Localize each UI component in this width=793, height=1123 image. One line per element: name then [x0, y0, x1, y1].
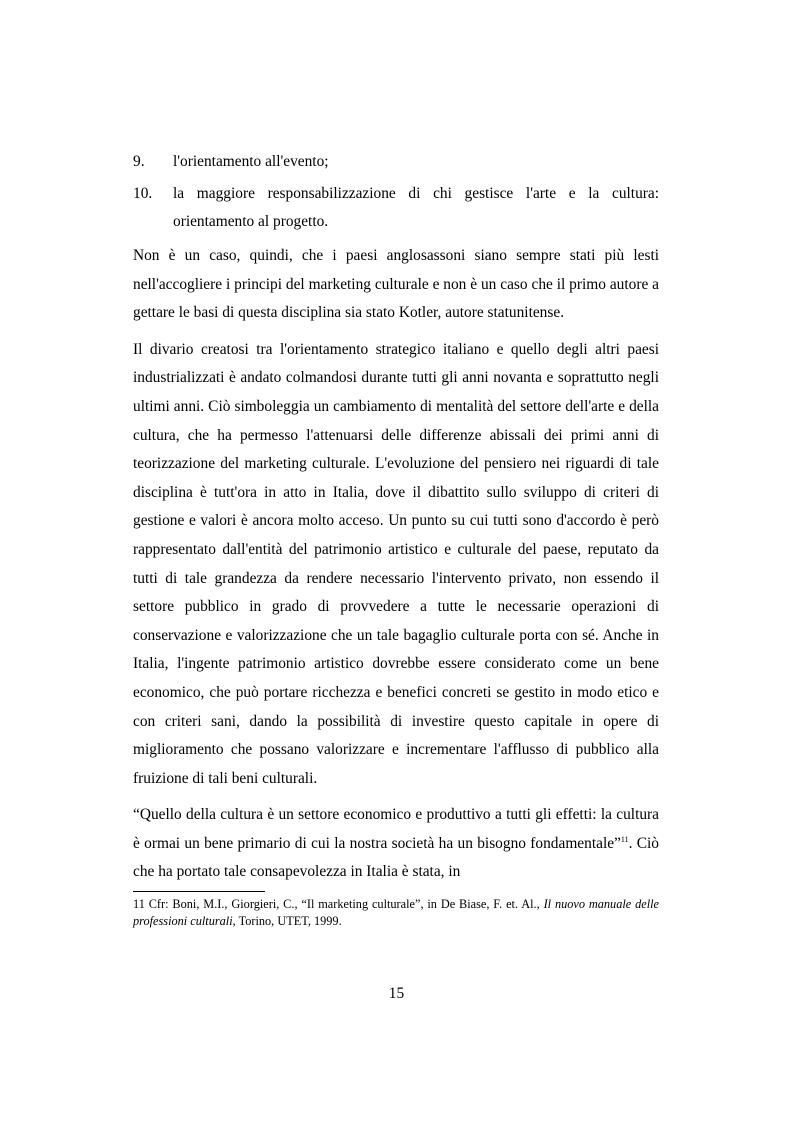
quote-continuation: . Ciò che ha portato tale consapevolezza in Italia è stata, in [133, 834, 660, 881]
list-item-text: l'orientamento all'evento; [173, 153, 329, 170]
footnote-divider [133, 891, 265, 892]
list-item [133, 180, 659, 236]
list-item-number: 9. [133, 153, 145, 170]
quote-paragraph [133, 801, 659, 887]
paragraph: Non è un caso, quindi, che i paesi anglosassoni siano sempre stati più lesti nell'accogliere i principi del marketing culturale e non è un caso che il primo autore a gettare le basi di questa disciplina sia stato Kotler, autore statunitense. [133, 247, 659, 322]
quote-text: “Quello della cultura è un settore economico e produttivo a tutti gli effetti: la cultura è ormai un bene primario di cui la nostra società ha un bisogno fondamentale” [133, 806, 659, 852]
list-item [133, 148, 659, 176]
footnote [133, 896, 659, 930]
list-item-text: la maggiore responsabilizzazione di chi gestisce l'arte e la cultura: orientamento al progetto. [173, 185, 659, 230]
list-item-number: 10. [133, 185, 153, 202]
footnote-text: Cfr: Boni, M.I., Giorgieri, C., “Il marketing culturale”, in De Biase, F. et. Al., [148, 897, 544, 911]
page-number: 15 [388, 985, 405, 1002]
footnote-publication: , Torino, UTET, 1999. [232, 914, 342, 928]
footnote-number: 11 [133, 897, 145, 911]
paragraph: Il divario creatosi tra l'orientamento strategico italiano e quello degli altri paesi industrializzati è andato colmandosi durante tutti gli anni novanta e soprattutto negli ultimi anni. Ciò simboleggia un cambiamento di mentalità del settore dell'arte e della cultura, che ha permesso l'attenuarsi delle differenze abissali dei primi anni di teorizzazione del marketing culturale. L'evoluzione del pensiero nei riguardi di tale disciplina è tutt'ora in atto in Italia, dove il dibattito sullo sviluppo di criteri di gestione e valori è ancora molto acceso. Un punto su cui tutti sono d'accordo è però rappresentato dall'entità del patrimonio artistico e culturale del paese, reputato da tutti di tale grandezza da rendere necessario l'intervento privato, non essendo il settore pubblico in grado di provvedere a tutte le necessarie operazioni di conservazione e valorizzazione che un tale bagaglio culturale porta con sé. Anche in Italia, l'ingente patrimonio artistico dovrebbe essere considerato come un bene economico, che può portare ricchezza e benefici concreti se gestito in modo etico e con criteri sani, dando la possibilità di investire questo capitale in opere di miglioramento che possano valorizzare e incrementare l'afflusso di pubblico alla fruizione di tali beni culturali. [133, 340, 659, 787]
page-body [133, 148, 659, 895]
footnote-title: Il nuovo manuale delle professioni culturali [133, 897, 659, 928]
footnote-reference[interactable]: 11 [620, 834, 629, 844]
